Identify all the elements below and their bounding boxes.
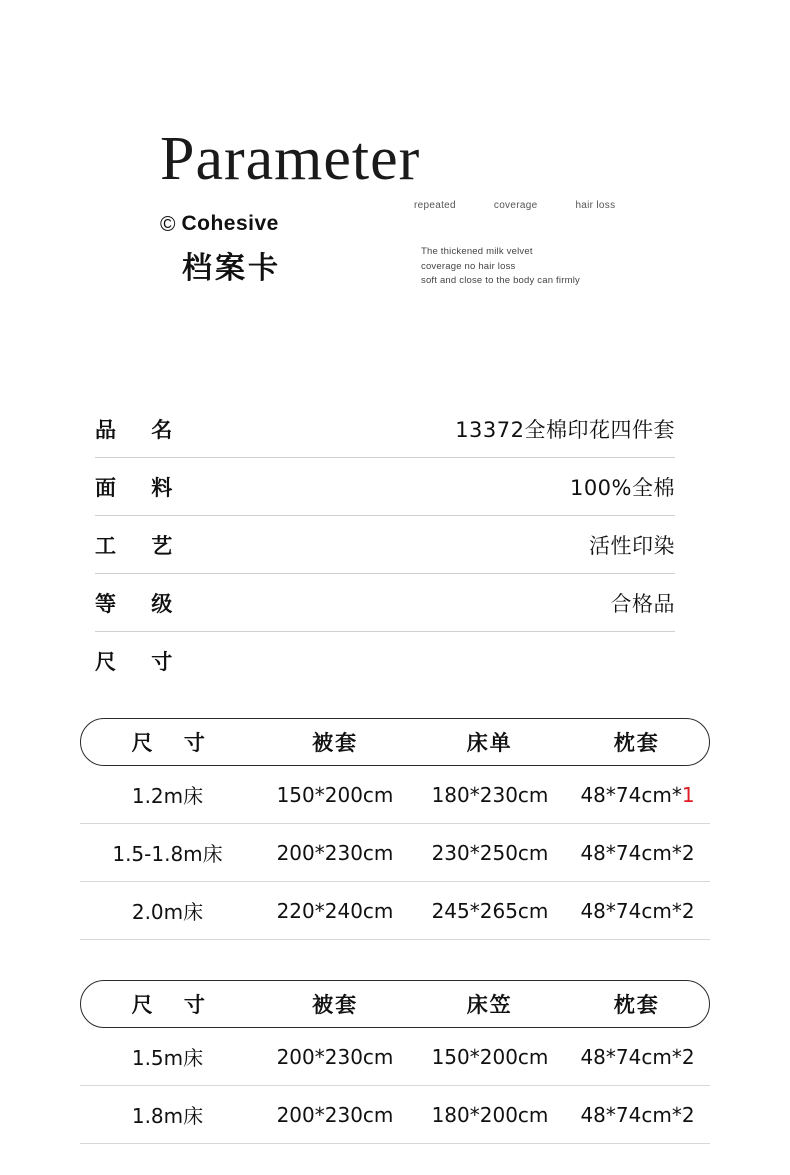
header-description	[421, 245, 580, 289]
spec-row-size	[95, 632, 675, 690]
spec-label: 等 级	[95, 591, 187, 616]
keyword-row	[414, 200, 734, 211]
keyword-hair-loss: hair loss	[575, 200, 616, 211]
spec-label: 尺 寸	[95, 650, 187, 674]
cell-quilt-cover: 200*230cm	[276, 840, 394, 865]
column-header-pillowcase: 枕套	[613, 731, 660, 755]
cell-pillowcase: 48*74cm*2	[580, 898, 695, 923]
keyword-repeated: repeated	[414, 200, 456, 211]
table-row	[80, 766, 710, 824]
cell-pillowcase: 48*74cm*2	[580, 1044, 695, 1069]
spec-row-craft	[95, 516, 675, 574]
cell-pillowcase-text: 48*74cm*	[580, 782, 682, 807]
spec-value: 活性印染	[589, 533, 675, 558]
page-title: Parameter	[160, 125, 421, 193]
spec-value: 100%全棉	[569, 475, 675, 500]
cell-bed-sheet: 230*250cm	[431, 840, 549, 865]
cell-fitted-sheet: 180*200cm	[431, 1102, 549, 1127]
table-header-row	[80, 718, 710, 766]
column-header-pillowcase: 枕套	[613, 993, 660, 1017]
cell-size: 2.0m床	[131, 900, 204, 924]
cell-pillowcase: 48*74cm*2	[580, 1102, 695, 1127]
table-row	[80, 824, 710, 882]
table-row	[80, 1028, 710, 1086]
spec-row-product-name	[95, 400, 675, 458]
cell-bed-sheet: 180*230cm	[431, 782, 549, 807]
cell-size: 1.5-1.8m床	[112, 842, 223, 866]
cell-quilt-cover: 220*240cm	[276, 898, 394, 923]
column-header-fitted-sheet: 床笠	[466, 993, 513, 1017]
spec-label: 品 名	[95, 417, 187, 442]
cell-quilt-cover: 150*200cm	[276, 782, 394, 807]
cell-quilt-cover: 200*230cm	[276, 1044, 394, 1069]
header-banner	[0, 0, 790, 330]
cell-quilt-cover: 200*230cm	[276, 1102, 394, 1127]
table-header-row	[80, 980, 710, 1028]
column-header-bed-sheet: 床单	[466, 731, 513, 755]
size-table-flat-sheet	[80, 718, 710, 940]
spec-label: 工 艺	[95, 533, 187, 558]
cell-size: 1.8m床	[131, 1104, 204, 1128]
spec-value: 合格品	[610, 591, 675, 616]
description-line-2: coverage no hair loss	[421, 260, 516, 272]
table-row	[80, 1086, 710, 1144]
brand-subtitle-cn: 档案卡	[182, 251, 281, 286]
cell-pillowcase-highlight: 1	[681, 782, 695, 807]
keyword-coverage: coverage	[493, 200, 538, 211]
cell-pillowcase	[565, 783, 710, 807]
column-header-size: 尺 寸	[131, 731, 217, 755]
description-line-3: soft and close to the body can firmly	[421, 275, 580, 287]
size-table-fitted-sheet	[80, 980, 710, 1144]
column-header-size: 尺 寸	[131, 993, 217, 1017]
brand-name: Cohesive	[181, 212, 279, 235]
spec-row-grade	[95, 574, 675, 632]
brand	[160, 212, 279, 236]
cell-size: 1.2m床	[131, 784, 204, 808]
specification-list	[95, 400, 675, 690]
cell-fitted-sheet: 150*200cm	[431, 1044, 549, 1069]
copyright-icon: ©	[160, 212, 176, 236]
table-row	[80, 882, 710, 940]
cell-size: 1.5m床	[131, 1046, 204, 1070]
spec-label: 面 料	[95, 475, 187, 500]
spec-row-fabric	[95, 458, 675, 516]
cell-bed-sheet: 245*265cm	[431, 898, 549, 923]
column-header-quilt-cover: 被套	[312, 993, 359, 1017]
spec-value: 13372全棉印花四件套	[455, 417, 675, 442]
column-header-quilt-cover: 被套	[312, 731, 359, 755]
description-line-1: The thickened milk velvet	[421, 246, 533, 257]
cell-pillowcase: 48*74cm*2	[580, 840, 695, 865]
